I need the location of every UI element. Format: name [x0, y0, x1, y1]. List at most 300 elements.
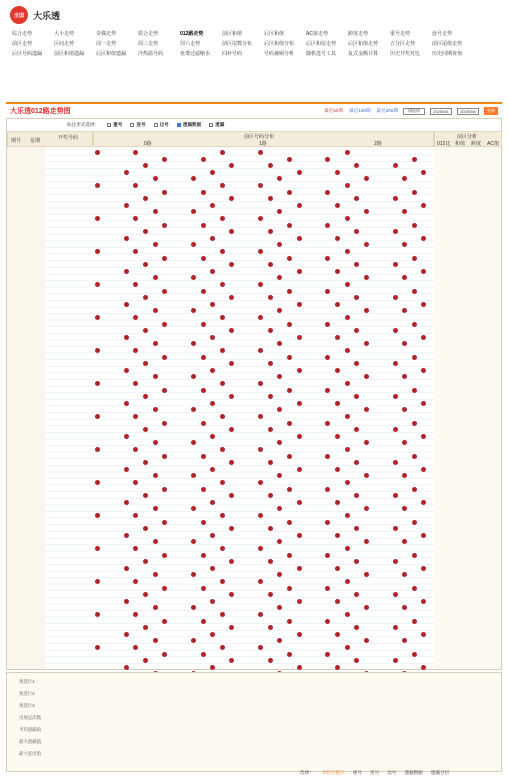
winning-ball — [95, 414, 100, 419]
winning-ball — [297, 269, 302, 274]
winning-ball — [162, 553, 167, 558]
winning-ball — [124, 302, 129, 307]
winning-ball — [133, 249, 138, 254]
opt-repeat-checkbox[interactable] — [107, 123, 111, 127]
winning-ball — [277, 539, 282, 544]
opt-consecutive-checkbox[interactable] — [130, 123, 134, 127]
winning-ball — [268, 295, 273, 300]
winning-ball — [124, 500, 129, 505]
winning-ball — [364, 638, 369, 643]
winning-ball — [393, 163, 398, 168]
winning-ball — [277, 242, 282, 247]
winning-ball — [412, 289, 417, 294]
chart-panel — [6, 102, 502, 118]
app-logo: 全国 — [10, 6, 28, 24]
winning-ball — [258, 183, 263, 188]
winning-ball — [345, 249, 350, 254]
winning-ball — [268, 427, 273, 432]
winning-ball — [393, 394, 398, 399]
winning-ball — [277, 506, 282, 511]
winning-ball — [95, 546, 100, 551]
nav-item[interactable]: 后区号码遗漏 — [12, 51, 43, 57]
winning-ball — [201, 619, 206, 624]
winning-ball — [412, 454, 417, 459]
winning-ball — [153, 506, 158, 511]
nav-item[interactable]: 后区和值 — [264, 31, 285, 37]
winning-ball — [95, 579, 100, 584]
distribution-header: 前区号码分布 0路 1路 2路 — [93, 131, 434, 147]
winning-ball — [297, 302, 302, 307]
winning-ball — [268, 229, 273, 234]
winning-ball — [133, 612, 138, 617]
winning-ball — [258, 447, 263, 452]
winning-ball — [345, 513, 350, 518]
winning-ball — [133, 150, 138, 155]
winning-ball — [268, 493, 273, 498]
winning-ball — [393, 196, 398, 201]
winning-ball — [143, 328, 148, 333]
stats-row-label: 平均遗漏值 — [19, 727, 41, 732]
winning-ball — [402, 539, 407, 544]
winning-ball — [268, 559, 273, 564]
winning-ball — [201, 289, 206, 294]
opt-consecutive[interactable]: 连号 — [130, 122, 145, 128]
winning-ball — [325, 520, 330, 525]
nav-item[interactable]: 后区和值分布 — [264, 41, 295, 47]
winning-ball — [402, 407, 407, 412]
winning-ball — [325, 157, 330, 162]
winning-ball — [220, 183, 225, 188]
nav-item[interactable]: 跨度走势 — [348, 31, 369, 37]
winning-ball — [191, 407, 196, 412]
winning-ball — [229, 328, 234, 333]
nav-item[interactable]: 前区尾数分布 — [222, 41, 253, 47]
winning-ball — [210, 632, 215, 637]
winning-ball — [277, 638, 282, 643]
winning-ball — [258, 645, 263, 650]
winning-ball — [220, 282, 225, 287]
nav-item[interactable]: 质合走势 — [138, 31, 159, 37]
nav-item[interactable]: 后区和尾走势 — [306, 41, 337, 47]
winning-ball — [95, 480, 100, 485]
winning-ball — [354, 427, 359, 432]
winning-ball — [258, 216, 263, 221]
winning-ball — [210, 335, 215, 340]
query-button[interactable]: 查询 — [484, 107, 498, 115]
winning-ball — [220, 216, 225, 221]
winning-ball — [354, 526, 359, 531]
winning-ball — [412, 388, 417, 393]
issue-column — [7, 147, 45, 669]
winning-ball — [297, 368, 302, 373]
winning-ball — [325, 190, 330, 195]
winning-ball — [153, 209, 158, 214]
nav-item[interactable]: 重号走势 — [390, 31, 411, 37]
nav-item[interactable]: 前区和值 — [222, 31, 243, 37]
trend-table — [6, 118, 502, 670]
winning-ball — [133, 216, 138, 221]
nav-item[interactable]: 连号走势 — [432, 31, 453, 37]
winning-ball — [325, 553, 330, 558]
winning-ball — [162, 652, 167, 657]
winning-ball — [143, 229, 148, 234]
winning-ball — [297, 335, 302, 340]
winning-ball — [201, 487, 206, 492]
winning-ball — [325, 421, 330, 426]
winning-ball — [354, 592, 359, 597]
winning-ball — [191, 473, 196, 478]
winning-ball — [287, 421, 292, 426]
winning-ball — [412, 619, 417, 624]
winning-ball — [220, 381, 225, 386]
winning-ball — [421, 302, 426, 307]
winning-ball — [297, 533, 302, 538]
nav-item[interactable]: 复式金额计算 — [348, 51, 379, 57]
winning-ball — [277, 308, 282, 313]
period-select[interactable]: 请选择 — [403, 108, 425, 115]
stats-footer-table — [6, 672, 502, 772]
winning-ball — [191, 374, 196, 379]
stats-row-label: 预选行1 — [19, 679, 35, 684]
winning-ball — [268, 460, 273, 465]
recent-50-link[interactable]: 最近50期 — [324, 108, 344, 113]
winning-ball — [124, 665, 129, 670]
winning-ball — [153, 308, 158, 313]
nav-item[interactable]: 历史同期查询 — [432, 51, 463, 57]
winning-ball — [210, 599, 215, 604]
stats-row-label: 预选行2 — [19, 691, 35, 696]
winning-ball — [354, 493, 359, 498]
opt-edge-checkbox[interactable] — [154, 123, 158, 127]
winning-ball — [124, 203, 129, 208]
winning-ball — [220, 645, 225, 650]
winning-ball — [201, 454, 206, 459]
winning-ball — [95, 282, 100, 287]
winning-ball — [345, 315, 350, 320]
winning-ball — [229, 460, 234, 465]
winning-ball — [258, 348, 263, 353]
winning-ball — [393, 625, 398, 630]
winning-ball — [258, 579, 263, 584]
winning-ball — [364, 209, 369, 214]
winning-ball — [143, 427, 148, 432]
winning-ball — [210, 500, 215, 505]
winning-ball — [325, 619, 330, 624]
winning-ball — [258, 612, 263, 617]
winning-ball — [402, 242, 407, 247]
winning-ball — [402, 572, 407, 577]
winning-ball — [133, 282, 138, 287]
nav-item[interactable]: 前区走势 — [12, 41, 33, 47]
winning-ball — [412, 652, 417, 657]
nav-item[interactable]: 后区和值走势 — [348, 41, 379, 47]
winning-ball — [133, 579, 138, 584]
winning-ball — [287, 190, 292, 195]
winning-ball — [364, 605, 369, 610]
winning-ball — [421, 467, 426, 472]
app-header — [0, 0, 508, 30]
winning-ball — [412, 256, 417, 261]
winning-ball — [345, 216, 350, 221]
winning-ball — [153, 473, 158, 478]
winning-ball — [201, 586, 206, 591]
winning-ball — [364, 374, 369, 379]
winning-ball — [201, 652, 206, 657]
winning-ball — [162, 355, 167, 360]
winning-ball — [402, 209, 407, 214]
winning-ball — [402, 473, 407, 478]
winning-ball — [364, 473, 369, 478]
nav-item[interactable]: 免费过滤缩水 — [180, 51, 211, 57]
to-issue-input[interactable]: 2020094 — [457, 108, 479, 115]
winning-ball — [191, 242, 196, 247]
winning-ball — [277, 275, 282, 280]
nav-item[interactable]: 012路走势 — [180, 31, 204, 37]
winning-ball — [287, 355, 292, 360]
nav-item[interactable]: 冷热温号码 — [138, 51, 164, 57]
winning-ball — [143, 625, 148, 630]
winning-ball — [201, 388, 206, 393]
winning-ball — [210, 401, 215, 406]
winning-ball — [345, 183, 350, 188]
winning-ball — [354, 328, 359, 333]
winning-ball — [402, 506, 407, 511]
winning-ball — [124, 269, 129, 274]
winning-ball — [364, 572, 369, 577]
footer-opt-layer[interactable]: 遗漏分层 — [430, 770, 450, 775]
winning-ball — [229, 163, 234, 168]
winning-ball — [210, 533, 215, 538]
winning-ball — [162, 157, 167, 162]
winning-ball — [229, 394, 234, 399]
winning-ball — [220, 612, 225, 617]
winning-ball — [153, 539, 158, 544]
winning-ball — [277, 341, 282, 346]
nav-item[interactable]: 回补号码 — [222, 51, 243, 57]
nav-item[interactable]: 前区和值遗漏 — [54, 51, 85, 57]
winning-ball — [402, 341, 407, 346]
nav-item[interactable]: 号码兼顾分析 — [264, 51, 295, 57]
trend-nav — [0, 30, 508, 57]
winning-ball — [229, 361, 234, 366]
nav-item[interactable]: 前区尾值走势 — [432, 41, 463, 47]
winning-ball — [287, 322, 292, 327]
winning-ball — [133, 348, 138, 353]
winning-ball — [421, 500, 426, 505]
winning-ball — [162, 289, 167, 294]
winning-ball — [124, 368, 129, 373]
winning-ball — [162, 256, 167, 261]
footer-opt-repeat[interactable]: 重号 — [352, 770, 362, 775]
winning-ball — [335, 467, 340, 472]
nav-item[interactable]: 历史开奖对比 — [390, 51, 421, 57]
winning-ball — [287, 256, 292, 261]
stats-row-label: 预选行3 — [19, 703, 35, 708]
winning-ball — [201, 421, 206, 426]
winning-ball — [229, 526, 234, 531]
winning-ball — [229, 658, 234, 663]
winning-ball — [95, 183, 100, 188]
winning-ball — [421, 665, 426, 670]
winning-ball — [162, 487, 167, 492]
winning-ball — [153, 275, 158, 280]
winning-ball — [210, 467, 215, 472]
winning-ball — [412, 520, 417, 525]
winning-ball — [364, 539, 369, 544]
winning-ball — [335, 500, 340, 505]
winning-ball — [153, 407, 158, 412]
winning-ball — [277, 374, 282, 379]
winning-ball — [162, 421, 167, 426]
winning-ball — [335, 170, 340, 175]
winning-ball — [325, 586, 330, 591]
winning-ball — [354, 658, 359, 663]
winning-ball — [277, 407, 282, 412]
winning-ball — [277, 176, 282, 181]
winning-ball — [277, 473, 282, 478]
winning-ball — [201, 322, 206, 327]
recent-100-link[interactable]: 最近100期 — [349, 108, 371, 113]
winning-ball — [95, 216, 100, 221]
nav-item[interactable]: 周六走势 — [180, 41, 201, 47]
opt-edge[interactable]: 边号 — [154, 122, 169, 128]
winning-ball — [143, 526, 148, 531]
stats-row-label: 最大连出值 — [19, 751, 41, 756]
winning-ball — [402, 176, 407, 181]
opt-missing[interactable]: 遗漏 — [209, 122, 224, 128]
nav-item[interactable]: 周三走势 — [138, 41, 159, 47]
winning-ball — [345, 546, 350, 551]
winning-ball — [124, 566, 129, 571]
winning-ball — [258, 480, 263, 485]
winning-ball — [421, 533, 426, 538]
winning-ball — [153, 605, 158, 610]
winning-ball — [402, 605, 407, 610]
winning-ball — [325, 487, 330, 492]
winning-ball — [297, 566, 302, 571]
winning-ball — [297, 401, 302, 406]
winning-ball — [258, 249, 263, 254]
nav-item[interactable]: 后区和值遗漏 — [96, 51, 127, 57]
winning-ball — [421, 170, 426, 175]
winning-ball — [229, 559, 234, 564]
winning-ball — [143, 559, 148, 564]
nav-item[interactable]: 综合走势 — [12, 31, 33, 37]
winning-ball — [143, 493, 148, 498]
winning-ball — [364, 176, 369, 181]
winning-ball — [354, 625, 359, 630]
winning-ball — [364, 440, 369, 445]
winning-ball — [345, 612, 350, 617]
winning-ball — [268, 394, 273, 399]
winning-ball — [95, 447, 100, 452]
winning-ball — [277, 572, 282, 577]
winning-ball — [133, 645, 138, 650]
winning-ball — [143, 163, 148, 168]
recent-200-link[interactable]: 最近200期 — [376, 108, 398, 113]
winning-ball — [393, 526, 398, 531]
winning-ball — [191, 440, 196, 445]
winning-ball — [201, 256, 206, 261]
winning-ball — [95, 150, 100, 155]
winning-ball — [345, 150, 350, 155]
winning-ball — [268, 328, 273, 333]
winning-ball — [124, 599, 129, 604]
footer-opt-edge[interactable]: 边号 — [387, 770, 397, 775]
opt-repeat[interactable]: 重号 — [107, 122, 122, 128]
winning-ball — [191, 341, 196, 346]
winning-ball — [210, 203, 215, 208]
opt-missing-checkbox[interactable] — [209, 123, 213, 127]
nav-item[interactable]: 五分区走势 — [390, 41, 416, 47]
winning-ball — [258, 381, 263, 386]
winning-ball — [210, 368, 215, 373]
winning-ball — [354, 163, 359, 168]
winning-ball — [268, 526, 273, 531]
nav-item[interactable]: 周一走势 — [96, 41, 117, 47]
winning-ball — [354, 361, 359, 366]
winning-ball — [325, 322, 330, 327]
winning-ball — [345, 282, 350, 287]
winning-ball — [297, 665, 302, 670]
winning-ball — [364, 407, 369, 412]
winning-ball — [297, 203, 302, 208]
winning-ball — [412, 553, 417, 558]
winning-ball — [153, 242, 158, 247]
winning-ball — [124, 236, 129, 241]
winning-ball — [402, 308, 407, 313]
footer-opt-missing[interactable]: 遗漏数据 — [404, 770, 423, 775]
winning-ball — [345, 480, 350, 485]
winning-ball — [297, 467, 302, 472]
winning-ball — [297, 170, 302, 175]
winning-ball — [133, 315, 138, 320]
from-issue-input[interactable]: 2020041 — [430, 108, 452, 115]
winning-ball — [143, 592, 148, 597]
winning-ball — [191, 209, 196, 214]
winning-ball — [287, 619, 292, 624]
winning-ball — [124, 401, 129, 406]
winning-ball — [335, 599, 340, 604]
nav-item[interactable]: 大小走势 — [54, 31, 75, 37]
opt-missing-data[interactable]: 遗漏数据 — [177, 122, 201, 128]
nav-item[interactable]: 奇偶走势 — [96, 31, 117, 37]
winning-ball — [220, 150, 225, 155]
winning-ball — [402, 440, 407, 445]
winning-ball — [201, 157, 206, 162]
winning-ball — [345, 348, 350, 353]
winning-ball — [345, 447, 350, 452]
winning-ball — [191, 176, 196, 181]
nav-item[interactable]: 区间走势 — [54, 41, 75, 47]
row-hint-toggle[interactable]: 双色行提示 — [321, 770, 345, 775]
nav-item[interactable]: AC值走势 — [306, 31, 328, 37]
footer-opt-consecutive[interactable]: 连号 — [369, 770, 380, 775]
winning-ball — [297, 632, 302, 637]
winning-ball — [325, 388, 330, 393]
winning-ball — [354, 295, 359, 300]
opt-missing-data-checkbox[interactable] — [177, 123, 181, 127]
winning-ball — [345, 414, 350, 419]
winning-ball — [277, 605, 282, 610]
winning-ball — [162, 520, 167, 525]
winning-ball — [124, 632, 129, 637]
nav-item[interactable]: 随机选号工具 — [306, 51, 337, 57]
footer-options: 选择： 双色行提示 重号 连号 边号 遗漏数据 遗漏分层 — [300, 770, 450, 775]
winning-ball — [229, 295, 234, 300]
winning-ball — [258, 414, 263, 419]
winning-ball — [325, 256, 330, 261]
